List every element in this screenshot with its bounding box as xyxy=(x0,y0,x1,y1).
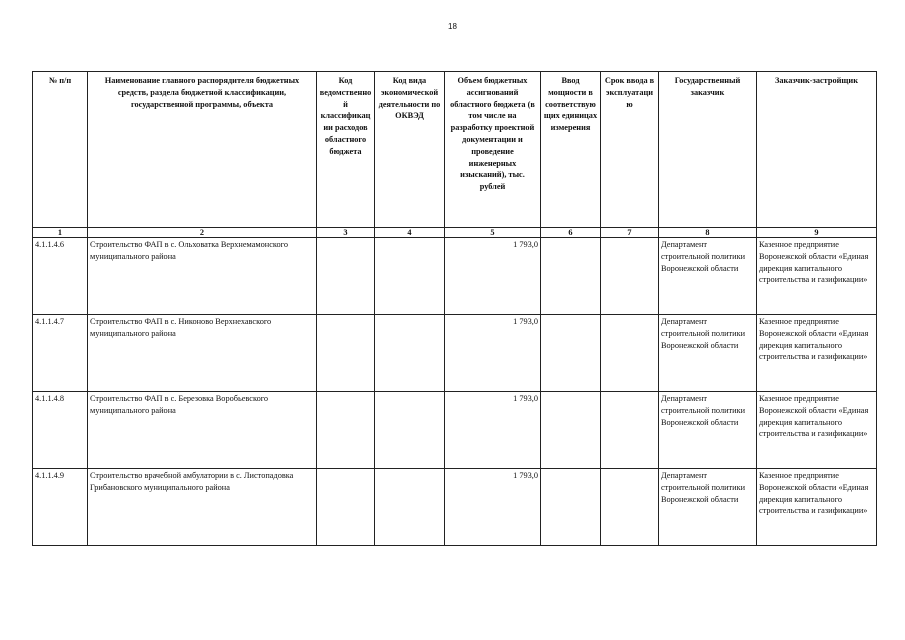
okved-code-cell xyxy=(375,315,445,392)
column-number: 3 xyxy=(317,228,375,238)
row-index: 4.1.1.4.6 xyxy=(33,238,88,315)
header-developer: Заказчик-застройщик xyxy=(757,72,877,228)
developer: Казенное предприятие Воронежской области «Единая дирекция капитального строительства и газификации» xyxy=(757,238,877,315)
term-cell xyxy=(601,469,659,546)
ved-code-cell xyxy=(317,315,375,392)
column-number: 7 xyxy=(601,228,659,238)
term-cell xyxy=(601,238,659,315)
state-customer: Департамент строительной политики Воронежской области xyxy=(659,238,757,315)
term-cell xyxy=(601,315,659,392)
term-cell xyxy=(601,392,659,469)
budget-volume: 1 793,0 xyxy=(445,238,541,315)
okved-code-cell xyxy=(375,238,445,315)
header-index: № п/п xyxy=(33,72,88,228)
okved-code-cell xyxy=(375,469,445,546)
row-index: 4.1.1.4.8 xyxy=(33,392,88,469)
ved-code-cell xyxy=(317,392,375,469)
object-name: Строительство ФАП в с. Березовка Воробьевского муниципального района xyxy=(88,392,317,469)
capacity-cell xyxy=(541,392,601,469)
table-row xyxy=(33,315,877,392)
capacity-cell xyxy=(541,238,601,315)
header-capacity: Ввод мощности в соответствующих единицах измерения xyxy=(541,72,601,228)
capacity-cell xyxy=(541,315,601,392)
construction-objects-table xyxy=(32,71,877,546)
state-customer: Департамент строительной политики Воронежской области xyxy=(659,469,757,546)
table-row xyxy=(33,469,877,546)
column-number: 4 xyxy=(375,228,445,238)
column-number: 9 xyxy=(757,228,877,238)
column-number: 8 xyxy=(659,228,757,238)
developer: Казенное предприятие Воронежской области «Единая дирекция капитального строительства и газификации» xyxy=(757,315,877,392)
column-number: 5 xyxy=(445,228,541,238)
state-customer: Департамент строительной политики Воронежской области xyxy=(659,392,757,469)
capacity-cell xyxy=(541,469,601,546)
ved-code-cell xyxy=(317,238,375,315)
object-name: Строительство ФАП в с. Никоново Верхнехавского муниципального района xyxy=(88,315,317,392)
row-index: 4.1.1.4.9 xyxy=(33,469,88,546)
header-ved-code: Код ведомственной классификации расходов областного бюджета xyxy=(317,72,375,228)
column-number: 1 xyxy=(33,228,88,238)
table-row xyxy=(33,238,877,315)
header-volume: Объем бюджетных ассигнований областного бюджета (в том числе на разработку проектной документации и проведение инженерных изысканий), тыс. рублей xyxy=(445,72,541,228)
header-name: Наименование главного распорядителя бюджетных средств, раздела бюджетной классификации, государственной программы, объекта xyxy=(88,72,317,228)
okved-code-cell xyxy=(375,392,445,469)
developer: Казенное предприятие Воронежской области «Единая дирекция капитального строительства и газификации» xyxy=(757,392,877,469)
header-okved-code: Код вида экономической деятельности по ОКВЭД xyxy=(375,72,445,228)
budget-volume: 1 793,0 xyxy=(445,392,541,469)
column-number-row xyxy=(33,228,877,238)
column-number: 2 xyxy=(88,228,317,238)
column-number: 6 xyxy=(541,228,601,238)
object-name: Строительство ФАП в с. Ольховатка Верхнемамонского муниципального района xyxy=(88,238,317,315)
developer: Казенное предприятие Воронежской области «Единая дирекция капитального строительства и газификации» xyxy=(757,469,877,546)
ved-code-cell xyxy=(317,469,375,546)
object-name: Строительство врачебной амбулатории в с. Листопадовка Грибановского муниципального района xyxy=(88,469,317,546)
row-index: 4.1.1.4.7 xyxy=(33,315,88,392)
header-row xyxy=(33,72,877,228)
budget-volume: 1 793,0 xyxy=(445,315,541,392)
budget-volume: 1 793,0 xyxy=(445,469,541,546)
header-state-customer: Государственный заказчик xyxy=(659,72,757,228)
page-number: 18 xyxy=(448,22,457,31)
table-row xyxy=(33,392,877,469)
state-customer: Департамент строительной политики Воронежской области xyxy=(659,315,757,392)
header-term: Срок ввода в эксплуатацию xyxy=(601,72,659,228)
